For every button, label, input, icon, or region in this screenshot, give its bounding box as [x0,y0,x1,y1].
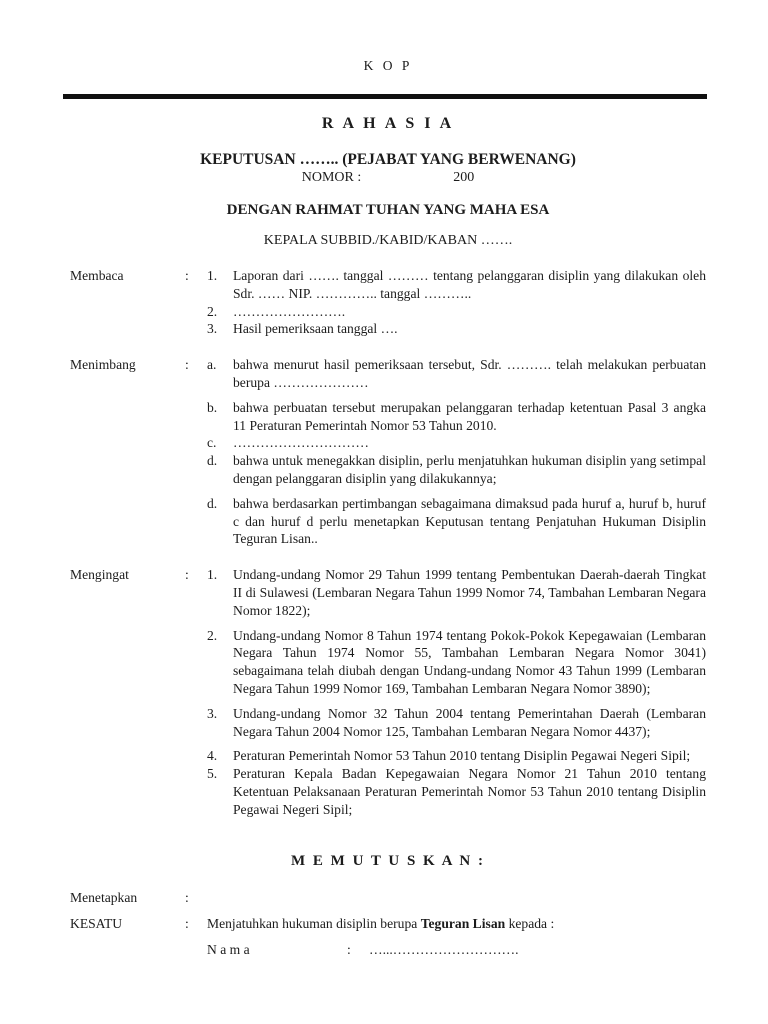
section-label: Menimbang [70,357,136,373]
list-item [207,705,706,741]
list-item [207,566,706,619]
nama-fields [207,941,706,959]
kesatu-label: KESATU [70,916,123,932]
nama-value: …...………………………. [369,941,519,957]
decree-title: KEPUTUSAN …….. (PEJABAT YANG BERWENANG) [200,151,576,168]
item-text: bahwa berdasarkan pertimbangan sebagaimana dimaksud pada huruf a, huruf b, huruf c dan huruf d perlu menetapkan Keputusan tentang Penjatuhan Hukuman Disiplin Teguran Lisan.. [233,495,706,547]
official-line: KEPALA SUBBID./KABID/KABAN ……. [263,233,513,248]
memutuskan-heading: M E M U T U S K A N : [291,852,485,869]
item-marker: d. [207,453,218,469]
menetapkan-colon: : [185,890,189,906]
list-item [207,452,706,488]
section-items [207,356,706,548]
item-text: Laporan dari ……. tanggal ……… tentang pelanggaran disiplin yang dilakukan oleh Sdr. …… NIP. ………….. tanggal ……….. [233,268,706,301]
item-text: ………………………… [233,435,369,451]
kesatu-text-bold: Teguran Lisan [420,916,506,932]
section-mengingat [70,566,706,818]
item-text: bahwa perbuatan tersebut merupakan pelanggaran terhadap ketentuan Pasal 3 angka 11 Peraturan Pemerintah Nomor 53 Tahun 2010. [233,399,706,433]
item-marker: 3. [207,705,218,721]
menetapkan-row [70,889,706,907]
item-text: Peraturan Kepala Badan Kepegawaian Negara Nomor 21 Tahun 2010 tentang Ketentuan Pelaksanaan Peraturan Pemerintah Nomor 53 Tahun 2010 tentang Disiplin Pegawai Negeri Sipil; [233,766,706,817]
item-text: Undang-undang Nomor 8 Tahun 1974 tentang Pokok-Pokok Kepegawaian (Lembaran Negara Tahun 1974 Nomor 55, Tambahan Lembaran Negara Nomor 3041) sebagaimana telah diubah dengan Undang-undang Nomor 43 Tahun 1999 (Lembaran Negara Tahun 1999 Nomor 169, Tambahan Lembaran Negara Nomor 3890); [233,627,706,696]
nama-colon: : [347,941,351,957]
nomor-value: 200 [453,170,475,185]
nama-label: N a m a [207,941,250,957]
menetapkan-label: Menetapkan [70,890,138,906]
kesatu-text-post: kepada : [505,916,555,932]
list-item [207,356,706,392]
section-colon: : [185,567,189,583]
item-marker: a. [207,357,217,373]
section-label: Membaca [70,268,124,283]
header-divider-rule [63,94,707,99]
list-item [207,765,706,818]
section-colon: : [185,357,189,373]
list-item [207,320,706,338]
item-text: bahwa untuk menegakkan disiplin, perlu menjatuhkan hukuman disiplin yang setimpal dengan pelanggaran disiplin yang dilakukannya; [233,453,706,486]
list-item [207,627,706,698]
nama-row [70,941,706,959]
item-marker: c. [207,435,217,451]
item-marker: 2. [207,627,218,643]
item-marker: 5. [207,766,218,782]
item-text: Hasil pemeriksaan tanggal …. [233,321,398,337]
item-marker: b. [207,399,218,415]
item-marker: 4. [207,748,218,764]
kesatu-colon: : [185,916,189,932]
section-membaca [70,267,706,338]
item-text: Undang-undang Nomor 29 Tahun 1999 tentang Pembentukan Daerah-daerah Tingkat II di Sulawesi (Lembaran Negara Tahun 1999 Nomor 74, Tambahan Lembaran Negara Nomor 1822); [233,567,706,618]
kesatu-row [70,915,706,933]
section-items [207,267,706,338]
item-marker: 1. [207,567,218,583]
rahasia-heading: R A H A S I A [321,115,455,132]
item-text: ……………………. [233,303,346,319]
item-text: Undang-undang Nomor 32 Tahun 2004 tentang Pemerintahan Daerah (Lembaran Negara Tahun 2004 Nomor 125, Tambahan Lembaran Negara Nomor 4437); [233,705,706,739]
list-item [207,399,706,435]
kesatu-text-pre: Menjatuhkan hukuman disiplin berupa [207,916,421,932]
list-item [207,267,706,303]
item-marker: 3. [207,321,218,337]
list-item [207,747,706,765]
item-text: bahwa menurut hasil pemeriksaan tersebut, Sdr. ………. telah melakukan perbuatan berupa ………………… [233,357,706,390]
list-item [207,434,706,452]
item-marker: d. [207,495,218,511]
item-text: Peraturan Pemerintah Nomor 53 Tahun 2010 tentang Disiplin Pegawai Negeri Sipil; [233,748,691,764]
kop-header: K O P [363,58,413,73]
document-body [70,267,706,959]
item-marker: 2. [207,303,218,319]
section-menimbang [70,356,706,548]
section-items [207,566,706,818]
kesatu-text [207,915,706,933]
grace-line: DENGAN RAHMAT TUHAN YANG MAHA ESA [226,202,550,218]
item-marker: 1. [207,268,218,283]
section-colon: : [185,268,189,283]
list-item [207,495,706,548]
nomor-label: NOMOR : [301,170,362,185]
section-label: Mengingat [70,567,129,583]
list-item [207,303,706,321]
nomor-line [70,170,706,186]
